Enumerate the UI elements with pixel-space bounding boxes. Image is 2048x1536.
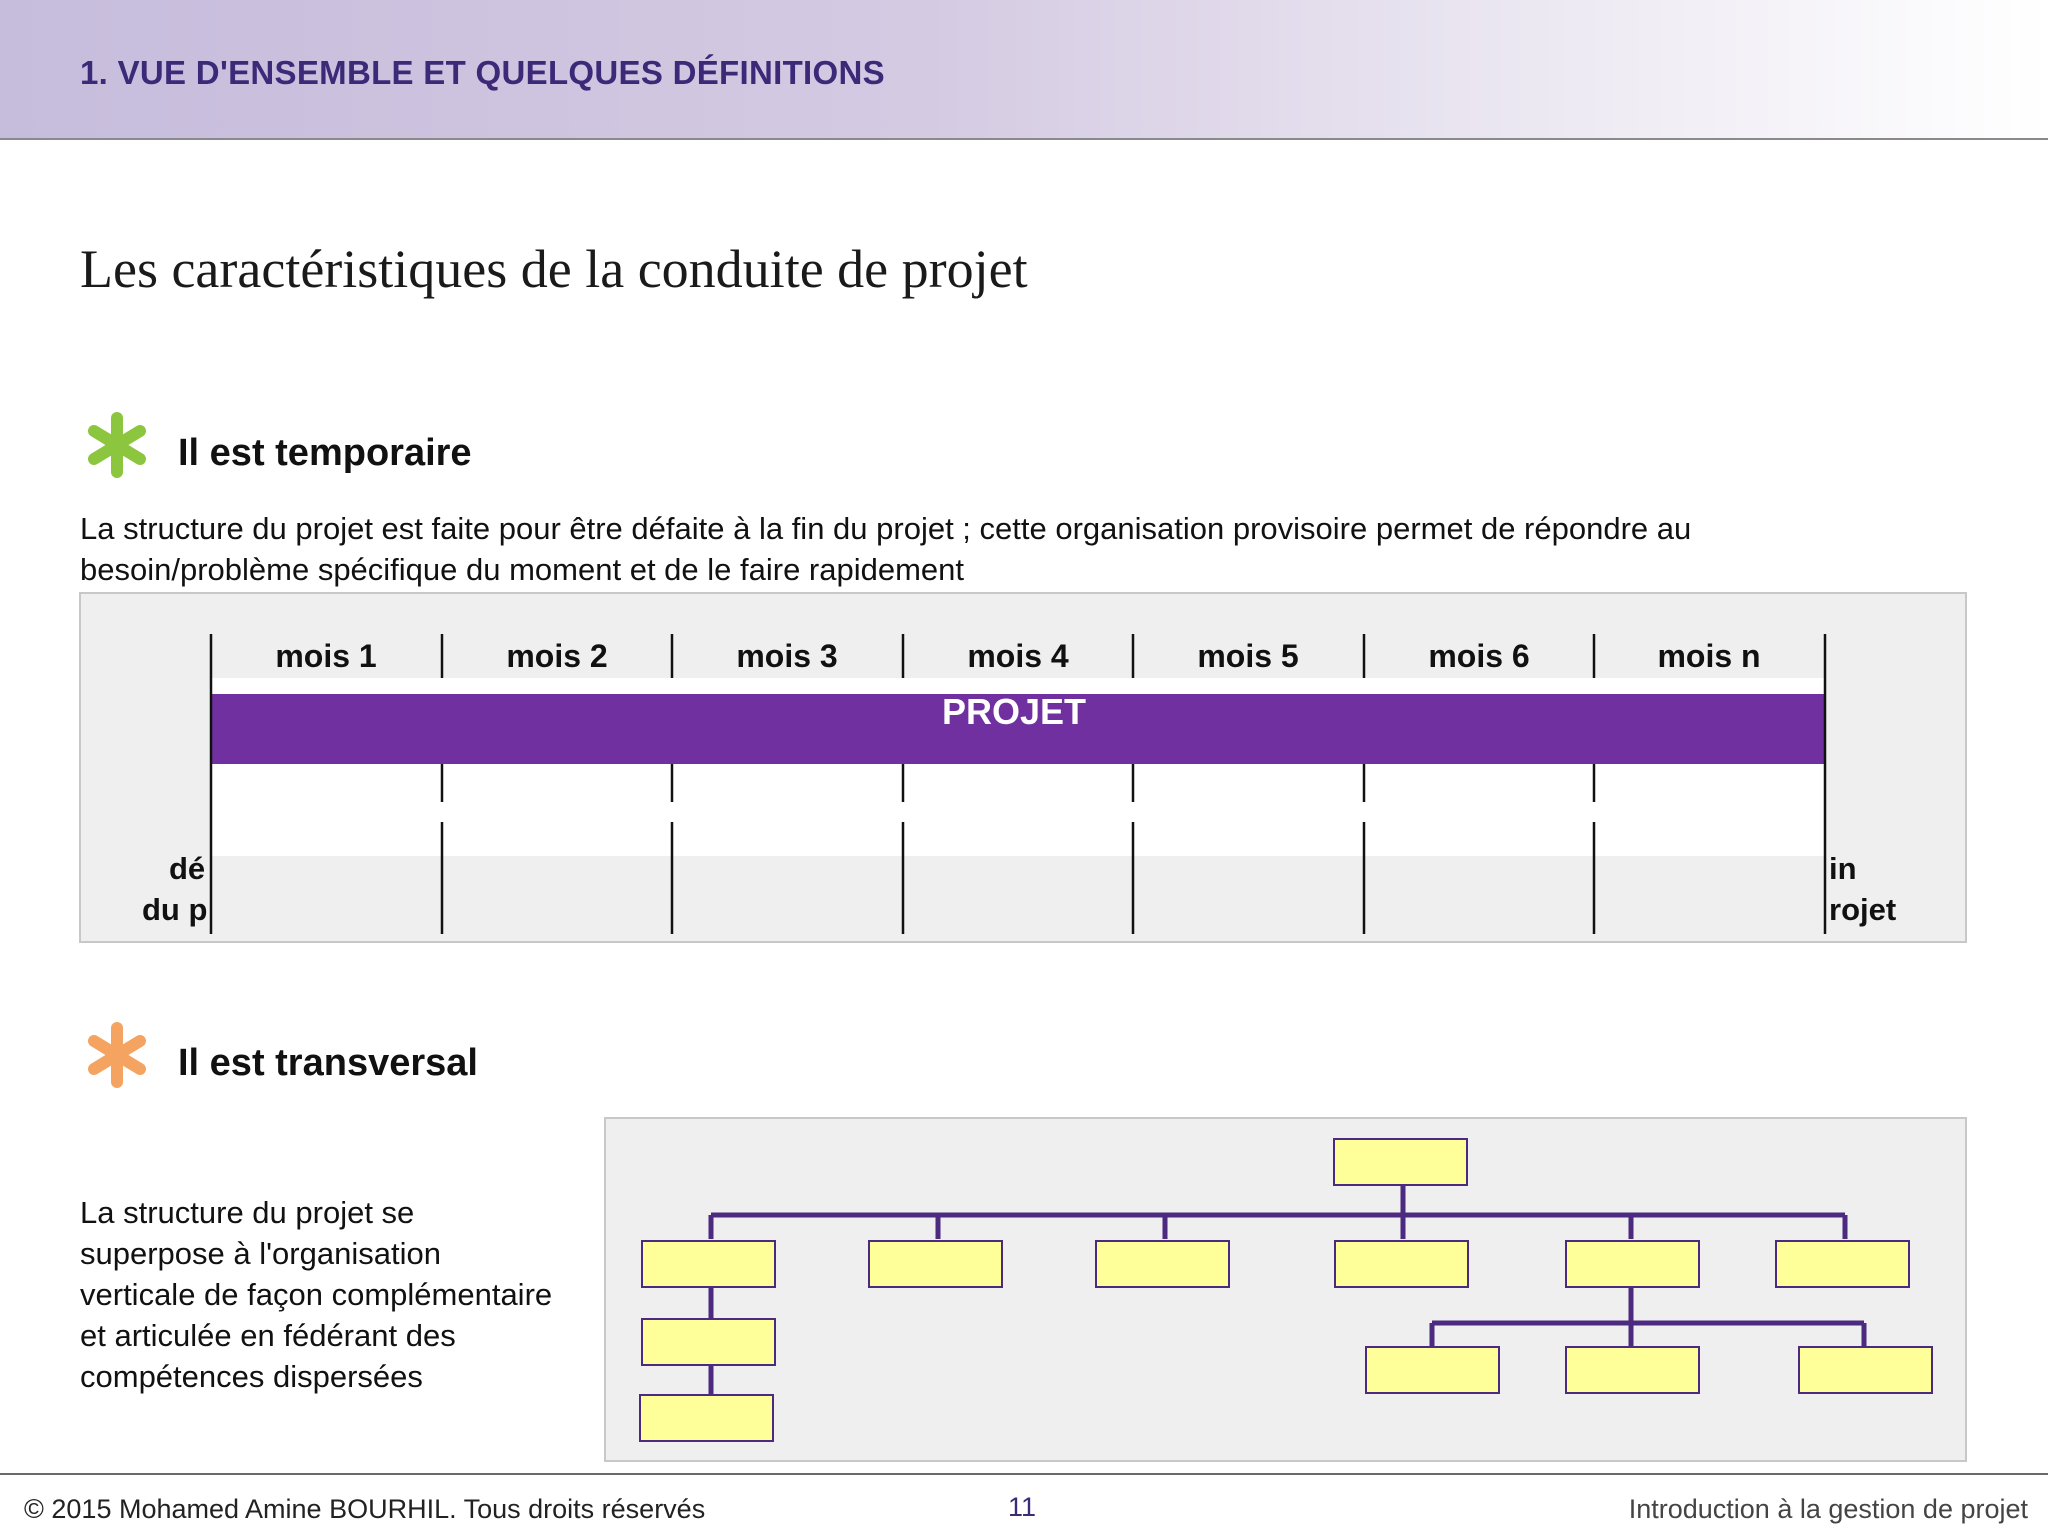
- text-transversal-line3: verticale de façon complémentaire: [80, 1277, 553, 1312]
- org-box-l1-2: [869, 1241, 1002, 1287]
- timeline-diagram: [81, 594, 1965, 941]
- text-transversal-line5: compétences dispersées: [80, 1359, 423, 1394]
- footer-divider: [0, 1473, 2048, 1475]
- org-chart-panel: [604, 1117, 1967, 1462]
- footer-copyright: © 2015 Mohamed Amine BOURHIL. Tous droits réservés: [24, 1494, 706, 1524]
- end-label-line2: rojet: [1829, 892, 1897, 927]
- project-bar-label: PROJET: [941, 691, 1087, 732]
- org-box-l1-5: [1566, 1241, 1699, 1287]
- month-label-6: mois 6: [1428, 638, 1530, 674]
- org-box-l1-3: [1096, 1241, 1229, 1287]
- month-label-1: mois 1: [275, 638, 377, 674]
- start-label-line2: du p: [142, 892, 208, 927]
- heading-transversal: Il est transversal: [178, 1042, 478, 1084]
- org-box-l1-6: [1776, 1241, 1909, 1287]
- org-box-l2-1: [642, 1319, 775, 1365]
- text-temporaire: [80, 508, 1980, 590]
- green-asterisk-icon: [82, 410, 152, 480]
- org-chart-boxes: [640, 1139, 1932, 1441]
- text-transversal: [80, 1192, 600, 1397]
- org-chart-diagram: [606, 1119, 1965, 1460]
- page-number: 11: [1008, 1492, 1037, 1522]
- month-label-5: mois 5: [1197, 638, 1299, 674]
- month-label-3: mois 3: [736, 638, 838, 674]
- section-title: 1. VUE D'ENSEMBLE ET QUELQUES DÉFINITIONS: [80, 54, 885, 91]
- orange-asterisk-icon: [82, 1020, 152, 1090]
- month-label-2: mois 2: [506, 638, 608, 674]
- footer-course-title: Introduction à la gestion de projet: [1628, 1494, 2028, 1524]
- org-box-l2-4: [1799, 1347, 1932, 1393]
- text-transversal-line2: superpose à l'organisation: [80, 1236, 441, 1271]
- org-box-l1-1: [642, 1241, 775, 1287]
- text-transversal-line1: La structure du projet se: [80, 1195, 415, 1230]
- org-box-top: [1334, 1139, 1467, 1185]
- org-box-l2-2: [1366, 1347, 1499, 1393]
- timeline-panel: [79, 592, 1967, 943]
- page-title: Les caractéristiques de la conduite de projet: [80, 239, 1028, 299]
- text-temporaire-line2: besoin/problème spécifique du moment et de le faire rapidement: [80, 552, 965, 587]
- month-label-n: mois n: [1657, 638, 1761, 674]
- month-label-4: mois 4: [967, 638, 1069, 674]
- end-label-line1: in: [1829, 851, 1857, 886]
- start-label-line1: dé: [169, 851, 206, 886]
- text-temporaire-line1: La structure du projet est faite pour être défaite à la fin du projet ; cette organisation provisoire permet de répondre au: [80, 511, 1692, 546]
- org-box-l2-3: [1566, 1347, 1699, 1393]
- org-box-l3-1: [640, 1395, 773, 1441]
- org-box-l1-4: [1335, 1241, 1468, 1287]
- text-transversal-line4: et articulée en fédérant des: [80, 1318, 456, 1353]
- heading-temporaire: Il est temporaire: [178, 432, 472, 474]
